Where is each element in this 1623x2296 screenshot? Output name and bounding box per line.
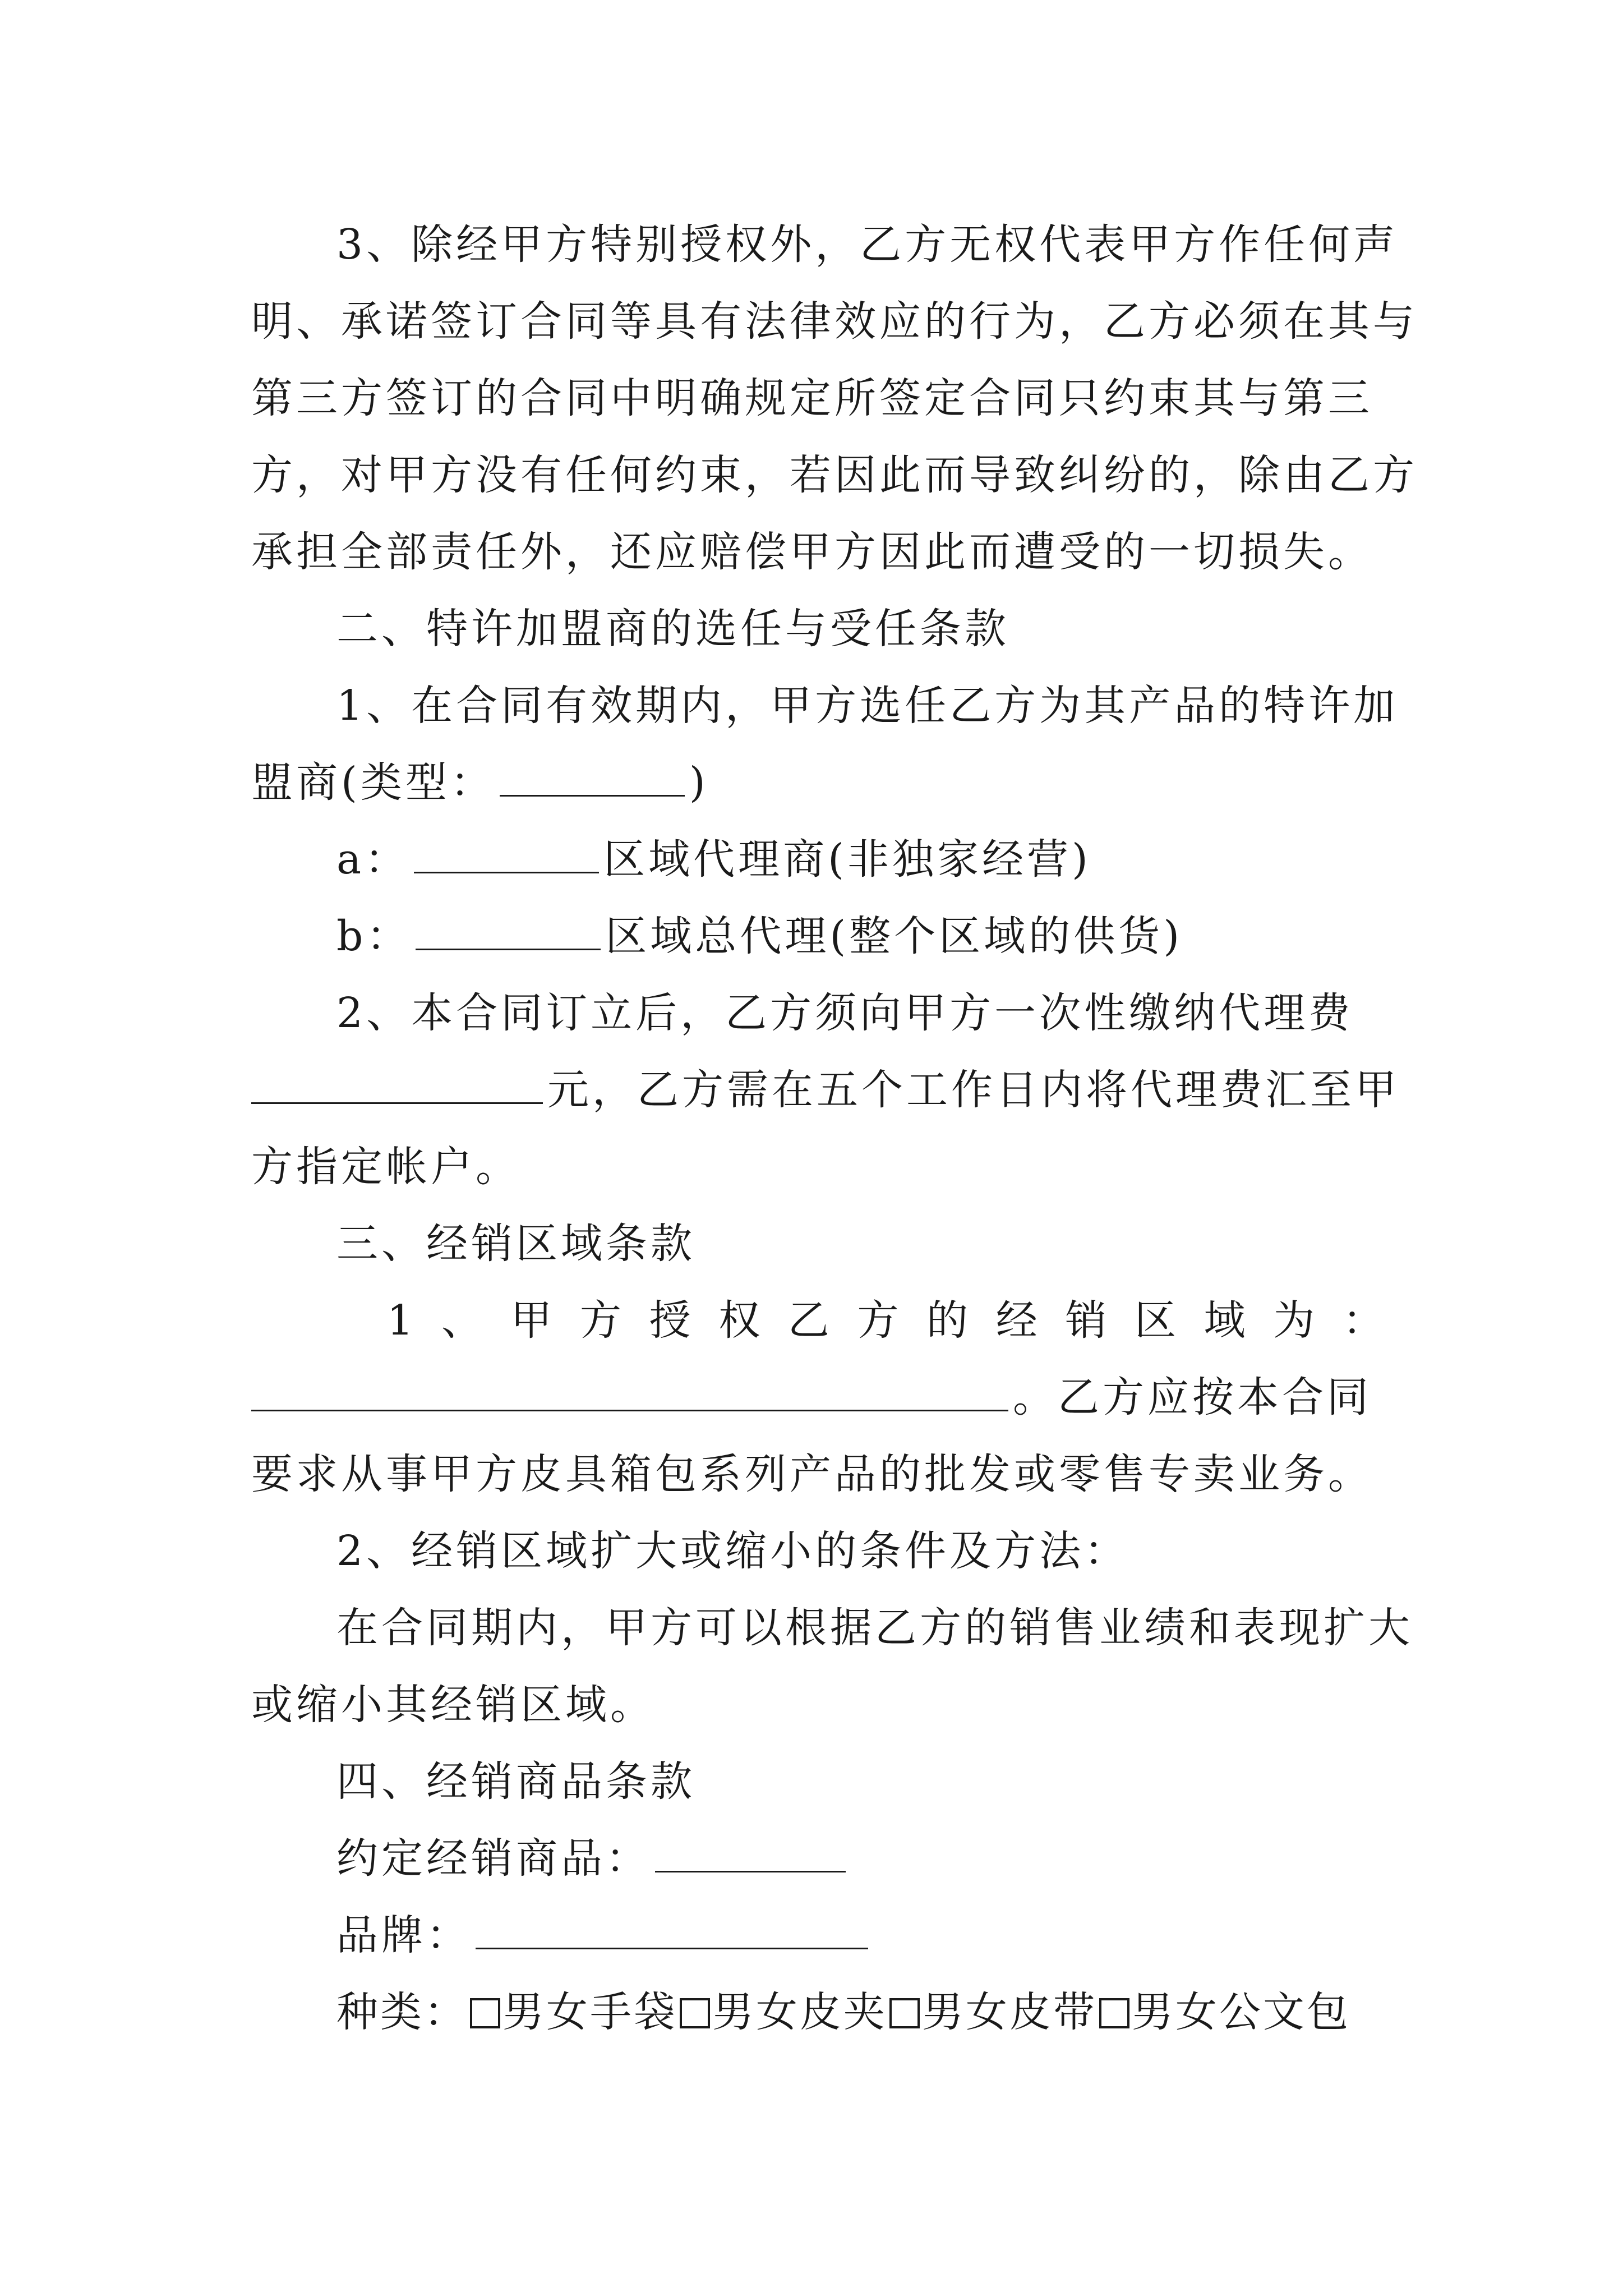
char: 方 (857, 1296, 899, 1345)
option-a-prefix: a： (336, 835, 410, 884)
char: 1 (387, 1296, 414, 1345)
char: 权 (718, 1296, 760, 1345)
paragraph-line: 3、除经甲方特别授权外，乙方无权代表甲方作任何声 (336, 220, 1399, 269)
franchise-type-line (251, 754, 1384, 811)
checkbox-icon[interactable] (1099, 1998, 1129, 2028)
checkbox-icon[interactable] (470, 1998, 500, 2028)
franchise-type-blank (500, 758, 685, 797)
brand-line (336, 1907, 1384, 1963)
agency-fee-text: 元，乙方需在五个工作日内将代理费汇至甲 (547, 1066, 1400, 1114)
char: 经 (995, 1296, 1038, 1345)
char: 甲 (510, 1296, 552, 1345)
section-heading-4: 四、经销商品条款 (336, 1757, 695, 1806)
goods-label: 约定经销商品： (336, 1834, 651, 1883)
char: 授 (649, 1296, 691, 1345)
sales-area-line (387, 1292, 1384, 1349)
category-line (336, 1984, 1384, 2040)
brand-blank (476, 1911, 868, 1949)
option-b-text: 区域总代理(整个区域的供货) (605, 912, 1183, 960)
option-b-line (336, 908, 1384, 964)
category-label: 种类： (336, 1988, 468, 2036)
goods-line (336, 1830, 1384, 1887)
sales-area-blank (251, 1373, 1008, 1411)
category-option: 男女皮夹 (712, 1988, 887, 2036)
char: 为 (1273, 1296, 1315, 1345)
char: 销 (1065, 1296, 1107, 1345)
franchise-type-close: ) (689, 758, 709, 807)
option-a-blank (414, 835, 599, 873)
paragraph-line: 方，对甲方没有任何约束，若因此而导致纠纷的，除由乙方 (251, 451, 1418, 499)
franchise-type-label: 盟商(类型： (251, 758, 495, 807)
char: 区 (1134, 1296, 1176, 1345)
paragraph-line: 第三方签订的合同中明确规定所签定合同只约束其与第三 (251, 374, 1373, 422)
paragraph-line: 2、本合同订立后，乙方须向甲方一次性缴纳代理费 (336, 989, 1354, 1037)
paragraph-line: 明、承诺签订合同等具有法律效应的行为，乙方必须在其与 (251, 297, 1418, 346)
category-option: 男女皮带 (922, 1988, 1097, 2036)
option-b-blank (416, 912, 601, 950)
paragraph-line: 方指定帐户。 (251, 1143, 520, 1191)
paragraph-line: 承担全部责任外，还应赔偿甲方因此而遭受的一切损失。 (251, 528, 1373, 576)
char: 、 (441, 1296, 483, 1345)
option-b-prefix: b： (336, 912, 412, 960)
paragraph-line: 或缩小其经销区域。 (251, 1681, 655, 1729)
option-a-text: 区域代理商(非独家经营) (603, 835, 1091, 884)
paragraph-line: 在合同期内，甲方可以根据乙方的销售业绩和表现扩大 (336, 1604, 1413, 1652)
section-heading-3: 三、经销区域条款 (336, 1220, 695, 1268)
agency-fee-blank (251, 1065, 543, 1104)
checkbox-icon[interactable] (680, 1998, 710, 2028)
goods-blank (655, 1834, 846, 1872)
option-a-line (336, 831, 1384, 887)
char: 乙 (787, 1296, 829, 1345)
agency-fee-line (251, 1062, 1400, 1118)
section-heading-2: 二、特许加盟商的选任与受任条款 (336, 605, 1009, 653)
brand-label: 品牌： (336, 1911, 471, 1959)
char: 方 (579, 1296, 621, 1345)
category-option: 男女手袋 (502, 1988, 677, 2036)
paragraph-line: 1、在合同有效期内，甲方选任乙方为其产品的特许加 (336, 682, 1399, 730)
paragraph-line: 要求从事甲方皮具箱包系列产品的批发或零售专卖业务。 (251, 1450, 1373, 1498)
char: 的 (926, 1296, 969, 1345)
sales-area-text: 。乙方应按本合同 (1013, 1373, 1372, 1421)
category-option: 男女公文包 (1132, 1988, 1350, 2036)
char: ： (1342, 1296, 1384, 1345)
sales-area-blank-line (251, 1369, 1384, 1425)
paragraph-line: 2、经销区域扩大或缩小的条件及方法： (336, 1527, 1129, 1575)
checkbox-icon[interactable] (889, 1998, 920, 2028)
char: 域 (1204, 1296, 1246, 1345)
